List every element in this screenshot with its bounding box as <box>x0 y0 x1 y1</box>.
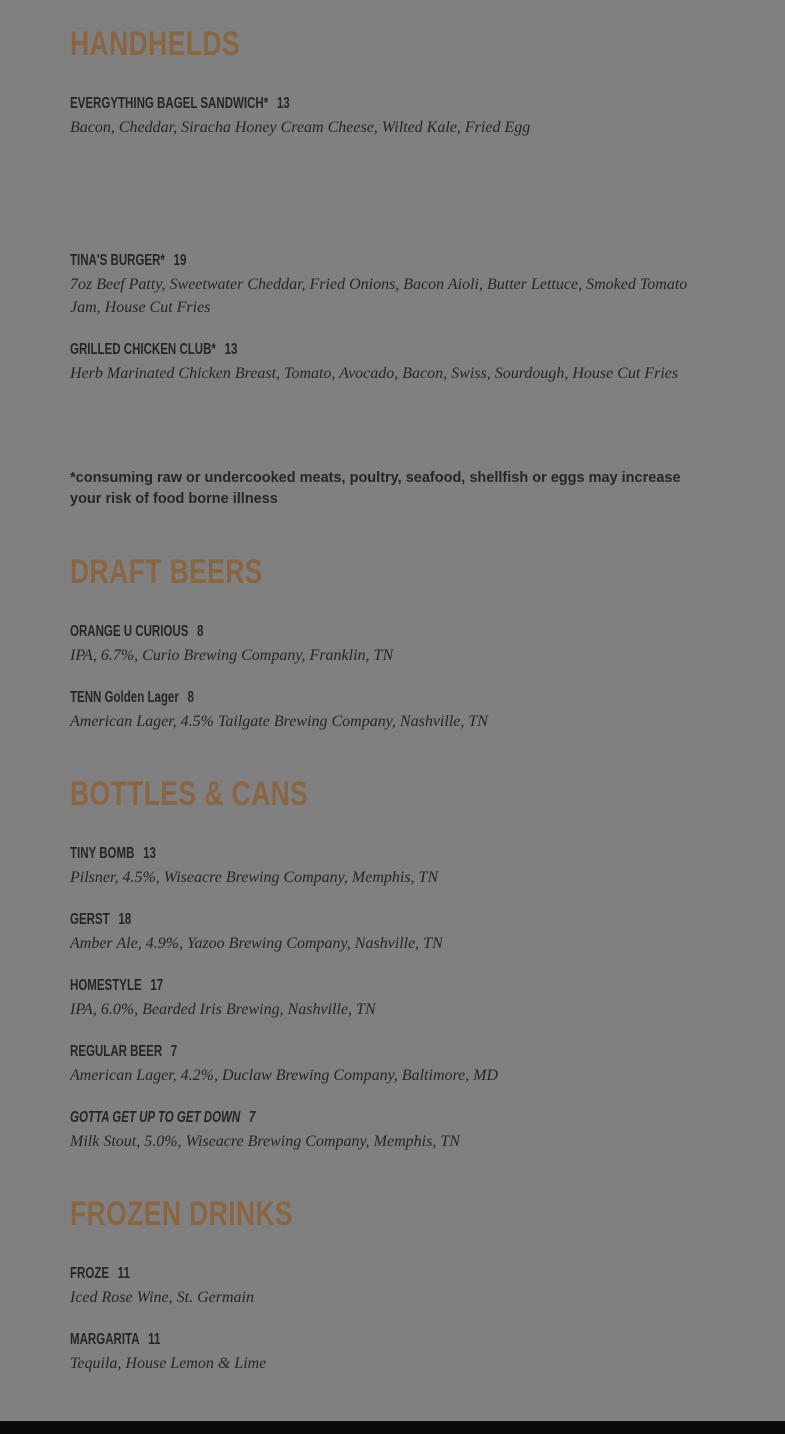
item-price: 19 <box>173 252 187 269</box>
item-name: TINA'S BURGER* <box>70 252 165 269</box>
item-description: Iced Rose Wine, St. Germain <box>70 1289 254 1306</box>
menu-item-everything-bagel <box>70 94 700 139</box>
menu-item-homestyle <box>70 976 700 1021</box>
menu-item-tenn-golden-lager <box>70 688 700 733</box>
item-title <box>70 94 524 114</box>
item-description: Bacon, Cheddar, Siracha Honey Cream Cheese, Wilted Kale, Fried Egg <box>70 119 531 136</box>
item-description: Herb Marinated Chicken Breast, Tomato, Avocado, Bacon, Swiss, Sourdough, House Cut Fries <box>70 365 679 382</box>
item-title <box>70 1108 524 1128</box>
item-title <box>70 1264 524 1284</box>
menu-item-tinas-burger <box>70 251 700 319</box>
item-description: IPA, 6.0%, Bearded Iris Brewing, Nashville, TN <box>70 1001 376 1018</box>
item-title <box>70 251 524 271</box>
item-name: TINY BOMB <box>70 845 135 862</box>
item-title <box>70 1330 524 1350</box>
item-price: 18 <box>118 911 132 928</box>
section-heading-draft-beers: DRAFT BEERS <box>70 553 263 591</box>
item-title <box>70 622 524 642</box>
section-heading-bottles-cans: BOTTLES & CANS <box>70 775 309 813</box>
menu-item-grilled-chicken-club <box>70 340 700 385</box>
item-title <box>70 340 524 360</box>
item-price: 7 <box>248 1109 256 1126</box>
item-title <box>70 1042 524 1062</box>
item-description: Milk Stout, 5.0%, Wiseacre Brewing Company, Memphis, TN <box>70 1133 460 1150</box>
item-price: 7 <box>170 1043 178 1060</box>
item-price: 11 <box>117 1265 130 1282</box>
section-heading-frozen-drinks: FROZEN DRINKS <box>70 1195 294 1233</box>
item-price: 8 <box>197 623 204 640</box>
item-description: 7oz Beef Patty, Sweetwater Cheddar, Fried Onions, Bacon Aioli, Butter Lettuce, Smoked Tomato Jam, House Cut Fries <box>70 276 688 316</box>
item-name: GERST <box>70 911 110 928</box>
item-price: 8 <box>187 689 194 706</box>
item-description: Pilsner, 4.5%, Wiseacre Brewing Company, Memphis, TN <box>70 869 439 886</box>
item-title <box>70 910 524 930</box>
menu-item-margarita <box>70 1330 700 1375</box>
item-name: EVERGYTHING BAGEL SANDWICH* <box>70 95 269 112</box>
item-description: IPA, 6.7%, Curio Brewing Company, Franklin, TN <box>70 647 394 664</box>
item-price: 17 <box>150 977 164 994</box>
item-price: 13 <box>224 341 238 358</box>
menu-item-gotta-get-up <box>70 1108 700 1153</box>
menu-item-tiny-bomb <box>70 844 700 889</box>
item-price: 11 <box>148 1331 161 1348</box>
menu-item-gerst <box>70 910 700 955</box>
item-name: ORANGE U CURIOUS <box>70 623 189 640</box>
item-title <box>70 688 524 708</box>
item-price: 13 <box>143 845 156 862</box>
item-name: TENN Golden Lager <box>70 689 179 706</box>
menu-item-regular-beer <box>70 1042 700 1087</box>
item-description: American Lager, 4.5% Tailgate Brewing Company, Nashville, TN <box>70 713 488 730</box>
item-name: FROZE <box>70 1265 110 1282</box>
food-safety-disclaimer: *consuming raw or undercooked meats, poultry, seafood, shellfish or eggs may increase your risk of food borne illness <box>70 470 681 507</box>
item-title <box>70 844 524 864</box>
menu-item-orange-u-curious <box>70 622 700 667</box>
item-name: HOMESTYLE <box>70 977 142 994</box>
item-description: Amber Ale, 4.9%, Yazoo Brewing Company, Nashville, TN <box>70 935 443 952</box>
menu-item-froze <box>70 1264 700 1309</box>
item-title <box>70 976 524 996</box>
footer-bar <box>0 1421 785 1434</box>
item-description: American Lager, 4.2%, Duclaw Brewing Company, Baltimore, MD <box>70 1067 499 1084</box>
item-name: MARGARITA <box>70 1331 140 1348</box>
item-name: GOTTA GET UP TO GET DOWN <box>70 1109 241 1126</box>
item-name: GRILLED CHICKEN CLUB* <box>70 341 216 358</box>
item-price: 13 <box>276 95 290 112</box>
section-heading-handhelds: HANDHELDS <box>70 25 241 63</box>
item-name: REGULAR BEER <box>70 1043 163 1060</box>
item-description: Tequila, House Lemon & Lime <box>70 1355 267 1372</box>
